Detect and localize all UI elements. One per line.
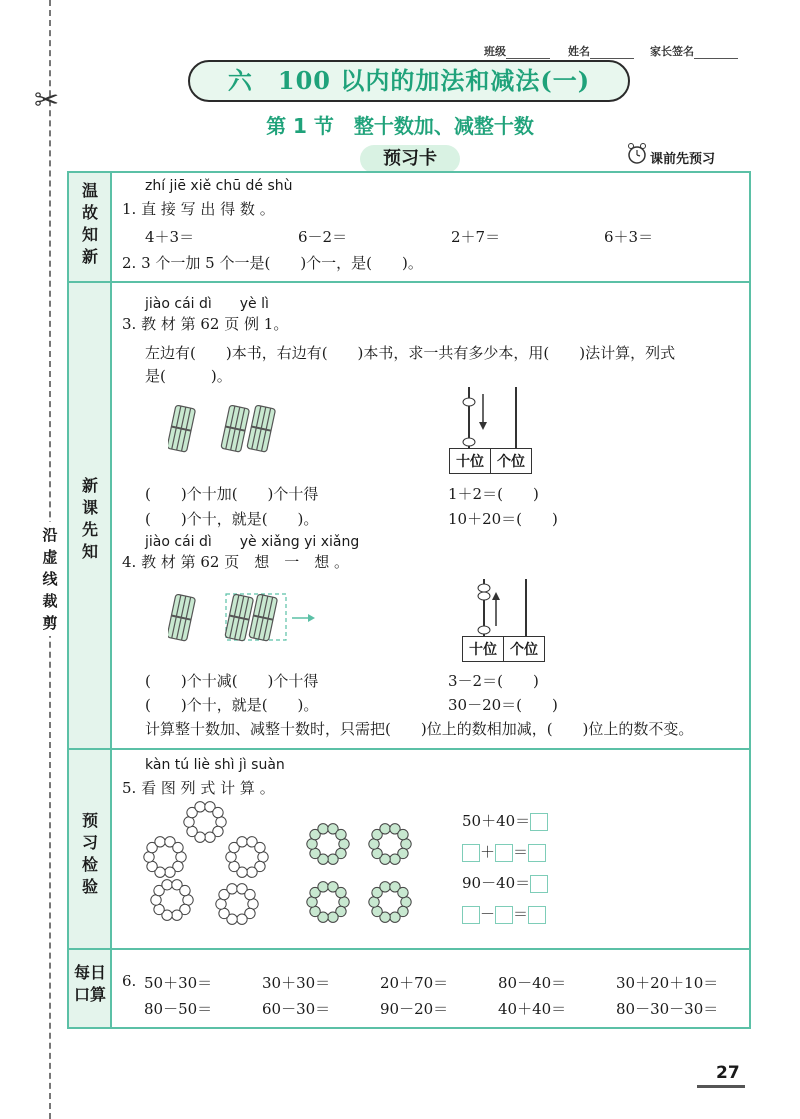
bead [172,910,182,920]
q6-expr[interactable]: 80－50＝ [144,1000,213,1018]
q6-expr[interactable]: 80－30－30＝ [616,1000,719,1018]
book-bundles-image [168,403,288,455]
q3-line2[interactable]: 是( )。 [145,367,232,385]
bead [248,899,258,909]
bead [372,906,382,916]
cut-label: 沿虚线裁剪 [40,522,60,636]
bead [162,880,172,890]
name-field[interactable]: 姓名 [568,43,634,59]
q6-expr[interactable]: 50＋30＝ [144,974,213,992]
q3-fill2[interactable]: ( )个十，就是( )。 [145,510,319,528]
q4-pinyin: jiào cái dì yè xiǎng yi xiǎng [145,534,360,550]
bead [216,817,226,827]
q5-eq1[interactable]: 50＋40＝ [462,810,548,831]
bead [318,824,328,834]
page-number-bar [697,1085,745,1088]
q1-title: 1. 直 接 写 出 得 数 。 [122,200,275,218]
row-divider [67,748,751,750]
q4-eq2[interactable]: 30－20＝( ) [448,696,558,714]
bead [307,839,317,849]
ones-label: 个位 [491,449,532,474]
q1-expr[interactable]: 6－2＝ [298,228,348,246]
q1-expr[interactable]: 4＋3＝ [145,228,195,246]
bead [187,826,197,836]
q4-summary[interactable]: 计算整十数加、减整十数时，只需把( )位上的数相加减，( )位上的数不变。 [145,720,694,738]
ones-label: 个位 [504,637,545,662]
row-divider [67,948,751,950]
q5-eq2[interactable]: 90－40＝ [462,872,548,893]
tens-label: 十位 [463,637,504,662]
place-value-table [462,636,545,662]
book-bundles-removed-image [168,592,318,644]
bead [258,852,268,862]
row-label-check: 预习检验 [81,811,98,896]
q5-title: 5. 看 图 列 式 计 算 。 [122,779,275,797]
q1-expr[interactable]: 6＋3＝ [604,228,654,246]
bead [213,807,223,817]
bead [173,842,183,852]
parent-signature-field[interactable]: 家长签名 [650,43,738,59]
q1-expr[interactable]: 2＋7＝ [451,228,501,246]
bead [339,839,349,849]
bead [216,899,226,909]
bead [237,837,247,847]
bead [237,914,247,924]
tens-label: 十位 [450,449,491,474]
bead [226,852,236,862]
bead [195,802,205,812]
bead [144,852,154,862]
class-field[interactable]: 班级 [484,43,550,59]
bead [339,897,349,907]
q6-expr[interactable]: 40＋40＝ [498,1000,567,1018]
bead [180,885,190,895]
q3-fill1[interactable]: ( )个十加( )个十得 [145,485,319,503]
pre-study-tag: 课前先预习 [650,152,716,167]
q5-blank-eq-add[interactable]: ＋ ＝ [462,841,546,862]
card-title: 预习卡 [360,145,460,173]
bead [398,829,408,839]
bead [229,861,239,871]
q2-text[interactable]: 2. 3 个一加 5 个一是( )个一，是( )。 [122,254,423,272]
q5-pinyin: kàn tú liè shì jì suàn [145,757,285,773]
bead [390,854,400,864]
column-divider [110,171,112,1029]
bead [227,884,237,894]
q6-label: 6. [122,972,137,990]
bead [151,895,161,905]
q1-pinyin: zhí jiē xiě chū dé shù [145,178,293,194]
abacus-image [455,382,545,448]
q3-pinyin: jiào cái dì yè lì [145,296,269,312]
q6-expr[interactable]: 30＋30＝ [262,974,331,992]
alarm-clock-icon [626,142,648,166]
bead [184,817,194,827]
q5-blank-eq-sub[interactable]: － ＝ [462,903,546,924]
q3-eq2[interactable]: 10＋20＝( ) [448,510,558,528]
bead [310,848,320,858]
q6-expr[interactable]: 80－40＝ [498,974,567,992]
bead [398,887,408,897]
q4-fill2[interactable]: ( )个十，就是( )。 [145,696,319,714]
bead [369,839,379,849]
bead [336,829,346,839]
bead-rings-image [140,800,440,935]
page-number: 27 [716,1063,740,1083]
bead [147,861,157,871]
bead [328,854,338,864]
bead [372,848,382,858]
row-divider [67,281,751,283]
bead [380,882,390,892]
q6-expr[interactable]: 90－20＝ [380,1000,449,1018]
row-label-daily: 每日口算 [73,963,106,1004]
bead [318,882,328,892]
q4-title: 4. 教 材 第 62 页 想 一 想 。 [122,553,350,571]
bead [219,908,229,918]
bead [183,895,193,905]
q3-title: 3. 教 材 第 62 页 例 1。 [122,315,289,333]
abacus-image [470,574,560,636]
bead [380,824,390,834]
q6-expr[interactable]: 20＋70＝ [380,974,449,992]
bead [369,897,379,907]
bead [155,837,165,847]
bead [307,897,317,907]
q3-line1[interactable]: 左边有( )本书，右边有( )本书，求一共有多少本，用( )法计算，列式 [145,344,676,362]
scissors-icon: ✂ [34,83,60,118]
bead [401,897,411,907]
place-value-table [449,448,532,474]
bead [245,889,255,899]
bead [154,904,164,914]
chapter-title: 六 100 以内的加法和减法(一) [188,60,630,102]
bead [328,912,338,922]
q4-eq1[interactable]: 3－2＝( ) [448,672,539,690]
q4-fill1[interactable]: ( )个十减( )个十得 [145,672,319,690]
q6-expr[interactable]: 30＋20＋10＝ [616,974,719,992]
bead [310,906,320,916]
bead [401,839,411,849]
bead [205,832,215,842]
bead [247,867,257,877]
q3-eq1[interactable]: 1＋2＝( ) [448,485,539,503]
row-label-review: 温故知新 [81,181,98,266]
row-label-newlesson: 新课先知 [81,476,98,561]
bead [165,867,175,877]
bead [255,842,265,852]
bead [336,887,346,897]
bead [176,852,186,862]
q6-expr[interactable]: 60－30＝ [262,1000,331,1018]
bead [390,912,400,922]
section-title: 第 1 节 整十数加、减整十数 [266,114,534,138]
